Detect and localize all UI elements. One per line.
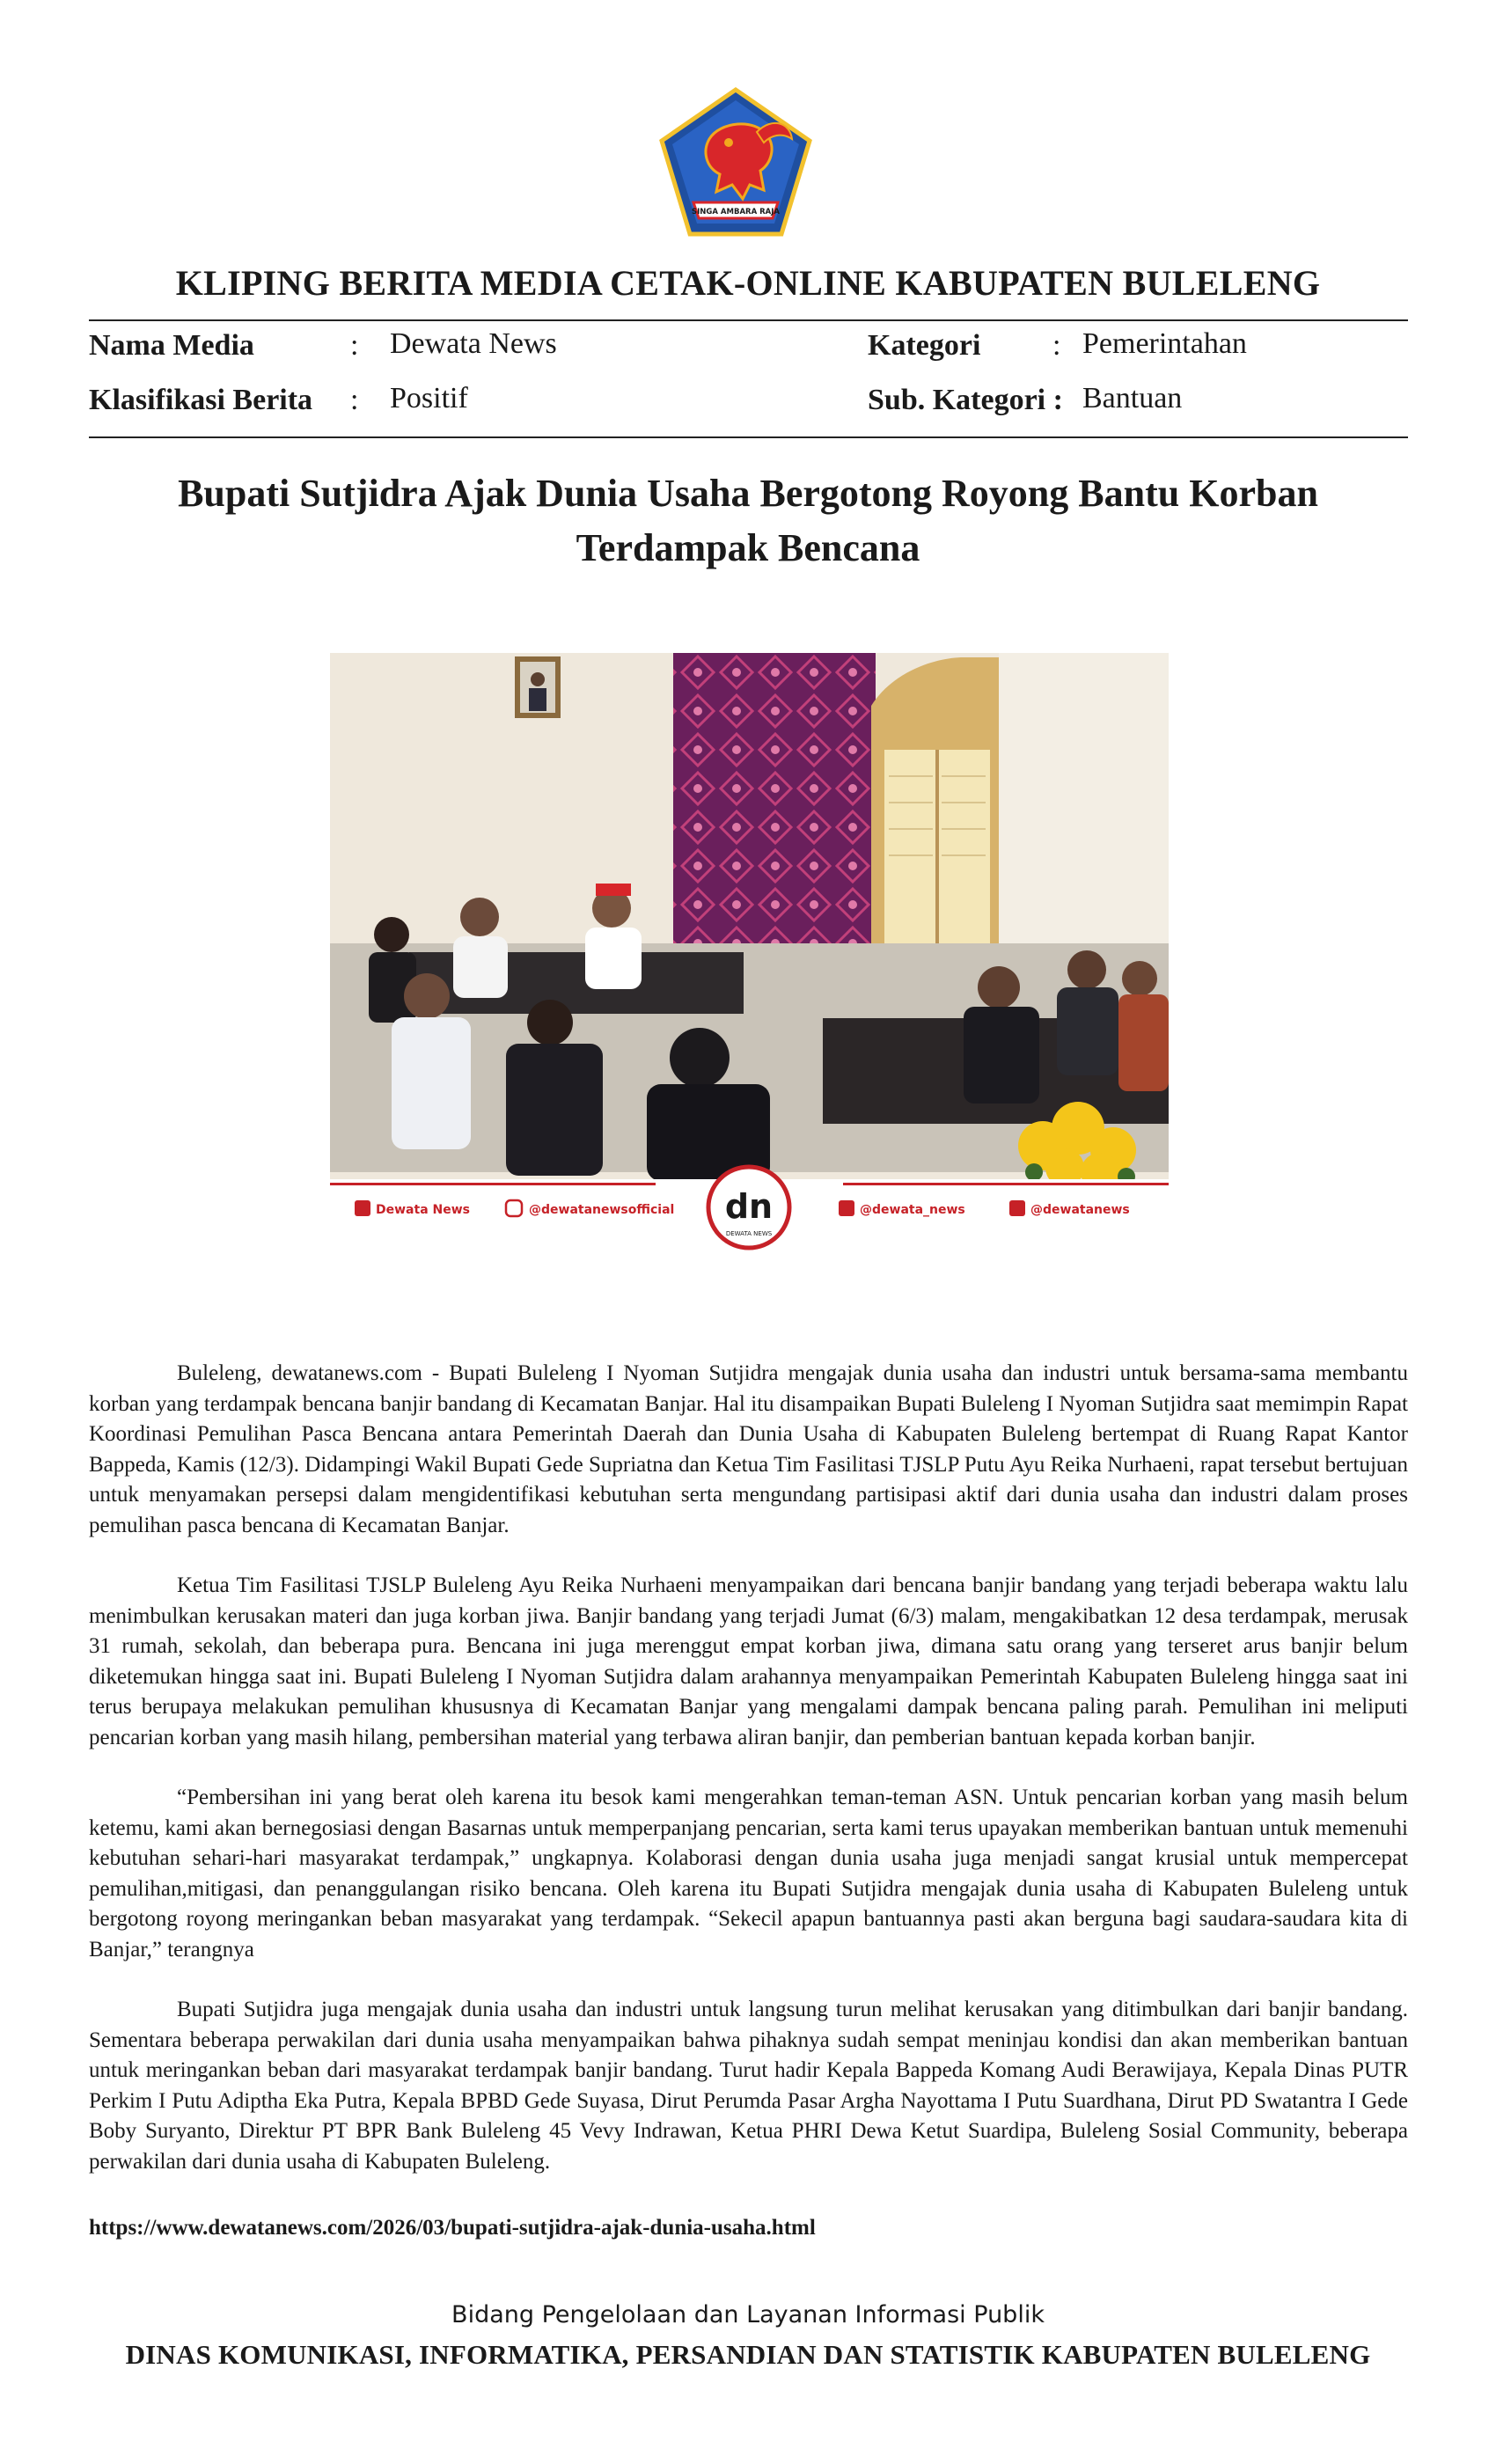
page-title: KLIPING BERITA MEDIA CETAK-ONLINE KABUPATEN BULELENG xyxy=(175,263,1321,303)
footer-unit: Bidang Pengelolaan dan Layanan Informasi Publik xyxy=(451,2301,1045,2328)
footer-office: DINAS KOMUNIKASI, INFORMATIKA, PERSANDIAN DAN STATISTIK KABUPATEN BULELENG xyxy=(125,2339,1371,2370)
media-colon: : xyxy=(350,329,359,362)
tiktok-icon xyxy=(1009,1200,1025,1216)
category-value: Pemerintahan xyxy=(1082,327,1247,360)
instagram-handle: @dewatanewsofficial xyxy=(529,1203,675,1217)
header-divider-top xyxy=(89,319,1408,321)
facebook-handle: Dewata News xyxy=(376,1203,470,1217)
tiktok-handle: @dewatanews xyxy=(1030,1203,1130,1217)
regency-logo xyxy=(658,86,813,238)
facebook-icon xyxy=(355,1200,370,1216)
subcategory-label: Sub. Kategori : xyxy=(868,384,1063,416)
classification-colon: : xyxy=(350,384,359,416)
article-paragraph: Bupati Sutjidra juga mengajak dunia usaha dan industri untuk langsung turun melihat kerusakan yang ditimbulkan dari banjir bandang. Sementara beberapa perwakilan dari dunia usaha menyampaikan bahwa pihaknya sudah sempat meninjau kondisi dan akan memberikan bantuan untuk meringankan beban dari masyarakat terdampak banjir bandang. Turut hadir Kepala Bappeda Komang Audi Berawijaya, Kepala Dinas PUTR Perkim I Putu Adiptha Eka Putra, Kepala BPBD Gede Suyasa, Dirut Perumda Pasar Argha Nayottama I Putu Suardhana, Dirut PD Swatantra I Gede Boby Suryanto, Direktur PT BPR Bank Buleleng 45 Vevy Indrawan, Ketua PHRI Dewa Ketut Suardipa, Buleleng Sosial Community, beberapa perwakilan dari dunia usaha di Kabupaten Buleleng. xyxy=(89,1998,1408,2174)
article-paragraph: Ketua Tim Fasilitasi TJSLP Buleleng Ayu Reika Nurhaeni menyampaikan dari bencana banjir bandang yang terjadi beberapa waktu lalu menimbulkan kerusakan materi dan juga korban jiwa. Banjir bandang yang terjadi Jumat (6/3) malam, mengakibatkan 12 desa terdampak, merusak 31 rumah, sekolah, dan beberapa pura. Bencana ini juga merenggut empat korban jiwa, dimana satu orang yang terseret arus banjir belum diketemukan hingga saat ini. Bupati Buleleng I Nyoman Sutjidra dalam arahannya menyampaikan Pemerintah Kabupaten Buleleng hingga saat ini terus berupaya melakukan pemulihan khususnya di Kecamatan Banjar yang mengalami dampak bencana paling parah. Pemulihan ini meliputi pencarian korban yang masih hilang, pembersihan material yang terbawa aliran banjir, dan pemberian bantuan kepada korban banjir. xyxy=(89,1573,1408,1749)
category-label: Kategori xyxy=(868,329,981,362)
article-headline: Bupati Sutjidra Ajak Dunia Usaha Bergotong Royong Bantu Korban Terdampak Bencana xyxy=(178,472,1318,569)
article-body xyxy=(89,1359,1408,2207)
classification-value: Positif xyxy=(390,382,468,414)
header-divider-bottom xyxy=(89,436,1408,438)
media-value: Dewata News xyxy=(390,327,557,360)
twitter-handle: @dewata_news xyxy=(860,1203,965,1217)
watermark-sub: DEWATA NEWS xyxy=(725,1230,773,1237)
article-photo xyxy=(330,653,1169,1255)
article-paragraph: “Pembersihan ini yang berat oleh karena itu besok kami mengerahkan teman-teman ASN. Untuk pencarian korban yang masih belum ketemu, kami akan bernegosiasi dengan Basarnas untuk memperpanjang pencarian, serta kami terus upayakan memberikan bantuan untuk memenuhi kebutuhan sehari-hari masyarakat terdampak,” ungkapnya. Kolaborasi dengan dunia usaha juga menjadi sangat krusial untuk mempercepat pemulihan,mitigasi, dan penanggulangan risiko bencana. Oleh karena itu Bupati Sutjidra mengajak dunia usaha di Kabupaten Buleleng untuk bergotong royong meringankan beban masyarakat yang terdampak. “Sekecil apapun bantuannya pasti akan berguna bagi saudara-saudara kita di Banjar,” terangnya xyxy=(89,1786,1408,1962)
category-colon: : xyxy=(1052,329,1061,362)
twitter-icon xyxy=(839,1200,854,1216)
watermark-logo: dn xyxy=(724,1187,774,1226)
article-paragraph: Buleleng, dewatanews.com - Bupati Buleleng I Nyoman Sutjidra mengajak dunia usaha dan industri untuk bersama-sama membantu korban yang terdampak bencana banjir bandang di Kecamatan Banjar. Hal itu disampaikan Bupati Buleleng I Nyoman Sutjidra saat memimpin Rapat Koordinasi Pemulihan Pasca Bencana antara Pemerintah Daerah dan Dunia Usaha di Kabupaten Buleleng bertempat di Ruang Rapat Kantor Bappeda, Kamis (12/3). Didampingi Wakil Bupati Gede Supriatna dan Ketua Tim Fasilitasi TJSLP Putu Ayu Reika Nurhaeni, rapat tersebut bertujuan untuk menyamakan persepsi dalam mengidentifikasi kebutuhan serta mengundang partisipasi aktif dari dunia usaha dan industri dalam proses pemulihan pasca bencana di Kecamatan Banjar. xyxy=(89,1361,1408,1537)
classification-label: Klasifikasi Berita xyxy=(89,384,313,416)
media-label: Nama Media xyxy=(89,329,254,362)
subcategory-value: Bantuan xyxy=(1082,382,1183,414)
logo-motto: SINGA AMBARA RAJA xyxy=(692,208,780,216)
source-link[interactable]: https://www.dewatanews.com/2026/03/bupati-sutjidra-ajak-dunia-usaha.html xyxy=(89,2216,816,2240)
